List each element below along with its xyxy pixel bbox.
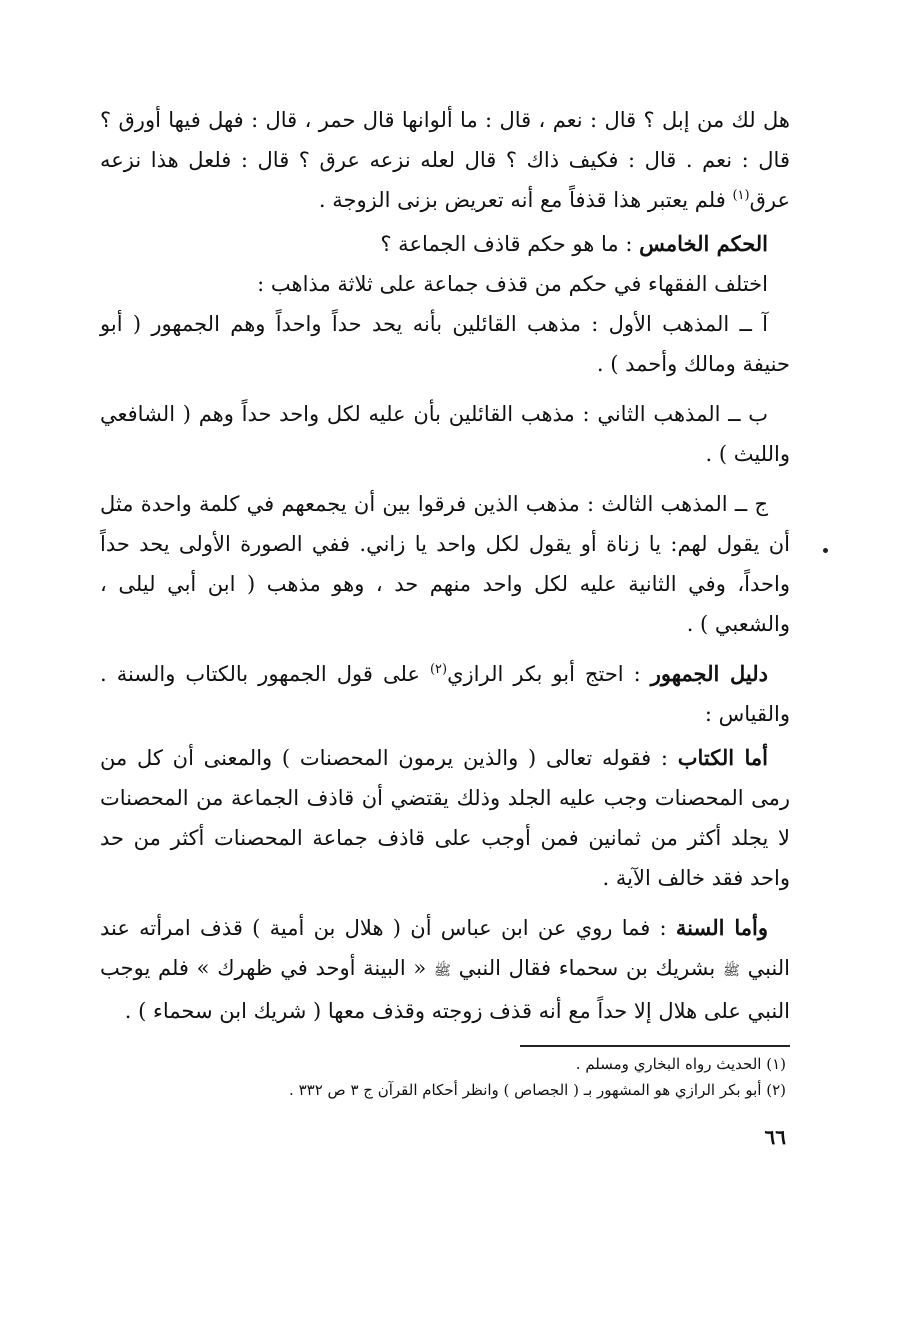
page-number: ٦٦ [764, 1125, 786, 1149]
salawat-symbol: ﷺ [722, 963, 740, 979]
sunna-evidence-text: : فما روي عن ابن عباس أن ( هلال بن أمية ) قذف امرأته عند النبي [100, 916, 790, 980]
quran-evidence [100, 738, 790, 898]
hadith-conclusion: فلم يعتبر هذا قذفاً مع أنه تعريض بزنى الزوجة . [318, 188, 733, 212]
sunna-evidence-text-3: « البينة أوحد في ظهرك » فلم يوجب النبي على هلال إلا حداً مع أنه قذف زوجته وقذف معها ( شريك ابن سحماء ) . [100, 956, 790, 1023]
majority-evidence-text: : احتج أبو بكر الرازي [447, 662, 651, 686]
footnote-ref-1[interactable]: (١) [732, 188, 750, 203]
footnote-divider [520, 1045, 790, 1047]
footnote-2: (٢) أبو بكر الرازي هو المشهور بـ ( الجصاص ) وانظر أحكام القرآن ج ٣ ص ٣٣٢ . [289, 1081, 786, 1099]
sunna-evidence [100, 908, 790, 1031]
salawat-symbol: ﷺ [433, 963, 451, 979]
jurists-intro: اختلف الفقهاء في حكم من قذف جماعة على ثلاثة مذاهب : [257, 272, 768, 296]
quran-evidence-label: أما الكتاب [677, 745, 768, 770]
majority-evidence-label: دليل الجمهور [650, 661, 768, 686]
majority-evidence [100, 654, 790, 734]
margin-speck [823, 548, 828, 553]
hadith-text: هل لك من إبل ؟ قال : نعم ، قال : ما ألوانها قال حمر ، قال : فهل فيها أورق ؟ قال : نعم . قال : فكيف ذاك ؟ قال لعله نزعه عرق ؟ قال : فلعل هذا نزعه عرق [100, 108, 790, 212]
footnotes [100, 1051, 790, 1103]
hadith-paragraph [100, 100, 790, 220]
madhhab-third: ج ــ المذهب الثالث : مذهب الذين فرقوا بين أن يجمعهم في كلمة واحدة مثل أن يقول لهم: يا زناة أو يقول لكل واحد يا زاني. ففي الصورة الأولى يحد حداً واحداً، وفي الثانية عليه لكل واحد منهم حد ، وهو مذهب ( ابن أبي ليلى ، والشعبي ) . [100, 492, 790, 636]
sunna-evidence-label: وأما السنة [675, 915, 768, 940]
sunna-evidence-text-2: بشريك بن سحماء فقال النبي [450, 956, 723, 980]
majority-evidence-rest: على قول الجمهور بالكتاب والسنة . والقياس : [100, 662, 790, 726]
footnote-ref-2[interactable]: (٢) [429, 662, 448, 677]
ruling-five-heading [100, 224, 790, 264]
madhhab-first: آ ــ المذهب الأول : مذهب القائلين بأنه يحد حداً واحداً وهم الجمهور ( أبو حنيفة ومالك وأحمد ) . [100, 312, 790, 376]
ruling-five-label: الحكم الخامس [639, 231, 768, 256]
quran-evidence-text: : فقوله تعالى ( والذين يرمون المحصنات ) والمعنى أن كل من رمى المحصنات وجب عليه الجلد وذلك يقتضي أن قاذف الجماعة من المحصنات لا يجلد أكثر من ثمانين فمن أوجب على قاذف جماعة المحصنات أكثر من حد واحد فقد خالف الآية . [100, 746, 790, 890]
footnote-1: (١) الحديث رواه البخاري ومسلم . [575, 1055, 786, 1073]
madhhab-second: ب ــ المذهب الثاني : مذهب القائلين بأن عليه لكل واحد حداً وهم ( الشافعي والليث ) . [100, 402, 790, 466]
ruling-five-question: : ما هو حكم قاذف الجماعة ؟ [380, 232, 640, 256]
book-page [100, 100, 790, 1149]
